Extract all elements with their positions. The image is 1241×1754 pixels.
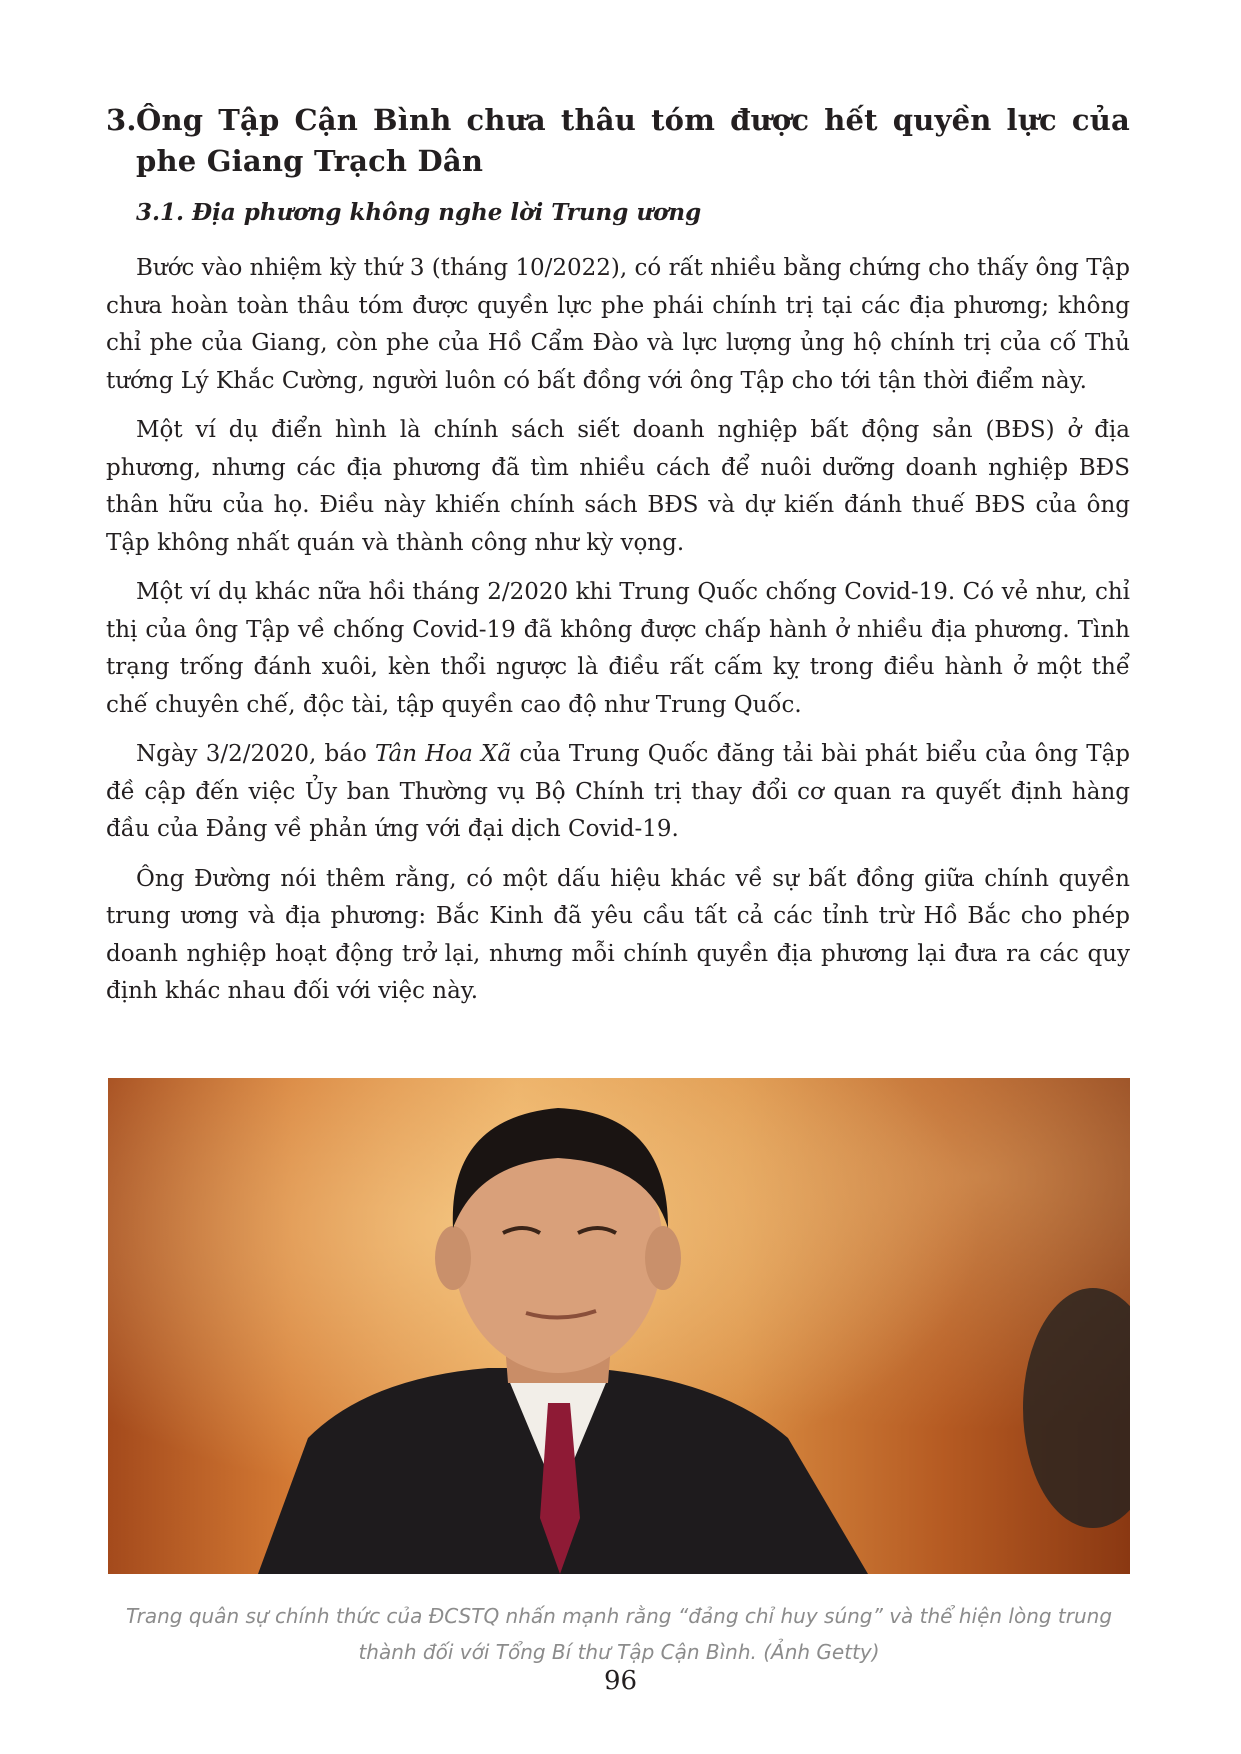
paragraph: Bước vào nhiệm kỳ thứ 3 (tháng 10/2022), có rất nhiều bằng chứng cho thấy ông Tập chưa hoàn toàn thâu tóm được quyền lực phe phái chính trị tại các địa phương; không chỉ phe của Giang, còn phe của Hồ Cẩm Đào và lực lượng ủng hộ chính trị của cố Thủ tướng Lý Khắc Cường, người luôn có bất đồng với ông Tập cho tới tận thời điểm này.: [106, 255, 1130, 394]
portrait-illustration: [108, 1078, 1130, 1574]
paragraph: Một ví dụ điển hình là chính sách siết doanh nghiệp bất động sản (BĐS) ở địa phương, nhưng các địa phương đã tìm nhiều cách để nuôi dưỡng doanh nghiệp BĐS thân hữu của họ. Điều này khiến chính sách BĐS và dự kiến đánh thuế BĐS của ông Tập không nhất quán và thành công như kỳ vọng.: [106, 417, 1130, 556]
article-photo: [108, 1078, 1130, 1574]
ear: [645, 1226, 681, 1290]
newspaper-name: Tân Hoa Xã: [374, 741, 512, 767]
ear: [435, 1226, 471, 1290]
photo-caption: Trang quân sự chính thức của ĐCSTQ nhấn mạnh rằng “đảng chỉ huy súng” và thể hiện lòng trung thành đối với Tổng Bí thư Tập Cận Bình. (Ảnh Getty): [125, 1604, 1113, 1664]
section-title: Ông Tập Cận Bình chưa thâu tóm được hết quyền lực của phe Giang Trạch Dân: [136, 103, 1130, 178]
section-number: 3.: [106, 103, 137, 137]
paragraph: [106, 736, 1130, 849]
page-number: 96: [603, 1666, 638, 1696]
paragraph: Một ví dụ khác nữa hồi tháng 2/2020 khi Trung Quốc chống Covid-19. Có vẻ như, chỉ thị của ông Tập về chống Covid-19 đã không được chấp hành ở nhiều địa phương. Tình trạng trống đánh xuôi, kèn thổi ngược là điều rất cấm kỵ trong điều hành ở một thể chế chuyên chế, độc tài, tập quyền cao độ như Trung Quốc.: [106, 579, 1130, 718]
subsection-heading: 3.1. Địa phương không nghe lời Trung ương: [136, 199, 702, 226]
background-figure: [1023, 1288, 1130, 1528]
paragraph-text: Ngày 3/2/2020, báo: [136, 741, 375, 767]
paragraph-text: của Trung Quốc đăng tải bài phát biểu của ông Tập đề cập đến việc Ủy ban Thường vụ Bộ Chính trị thay đổi cơ quan ra quyết định hàng đầu của Đảng về phản ứng với đại dịch Covid-19.: [106, 741, 1130, 842]
paragraph: Ông Đường nói thêm rằng, có một dấu hiệu khác về sự bất đồng giữa chính quyền trung ương và địa phương: Bắc Kinh đã yêu cầu tất cả các tỉnh trừ Hồ Bắc cho phép doanh nghiệp hoạt động trở lại, nhưng mỗi chính quyền địa phương lại đưa ra các quy định khác nhau đối với việc này.: [106, 865, 1130, 1004]
section-heading: [106, 100, 1130, 182]
body-text: [106, 250, 1130, 1023]
